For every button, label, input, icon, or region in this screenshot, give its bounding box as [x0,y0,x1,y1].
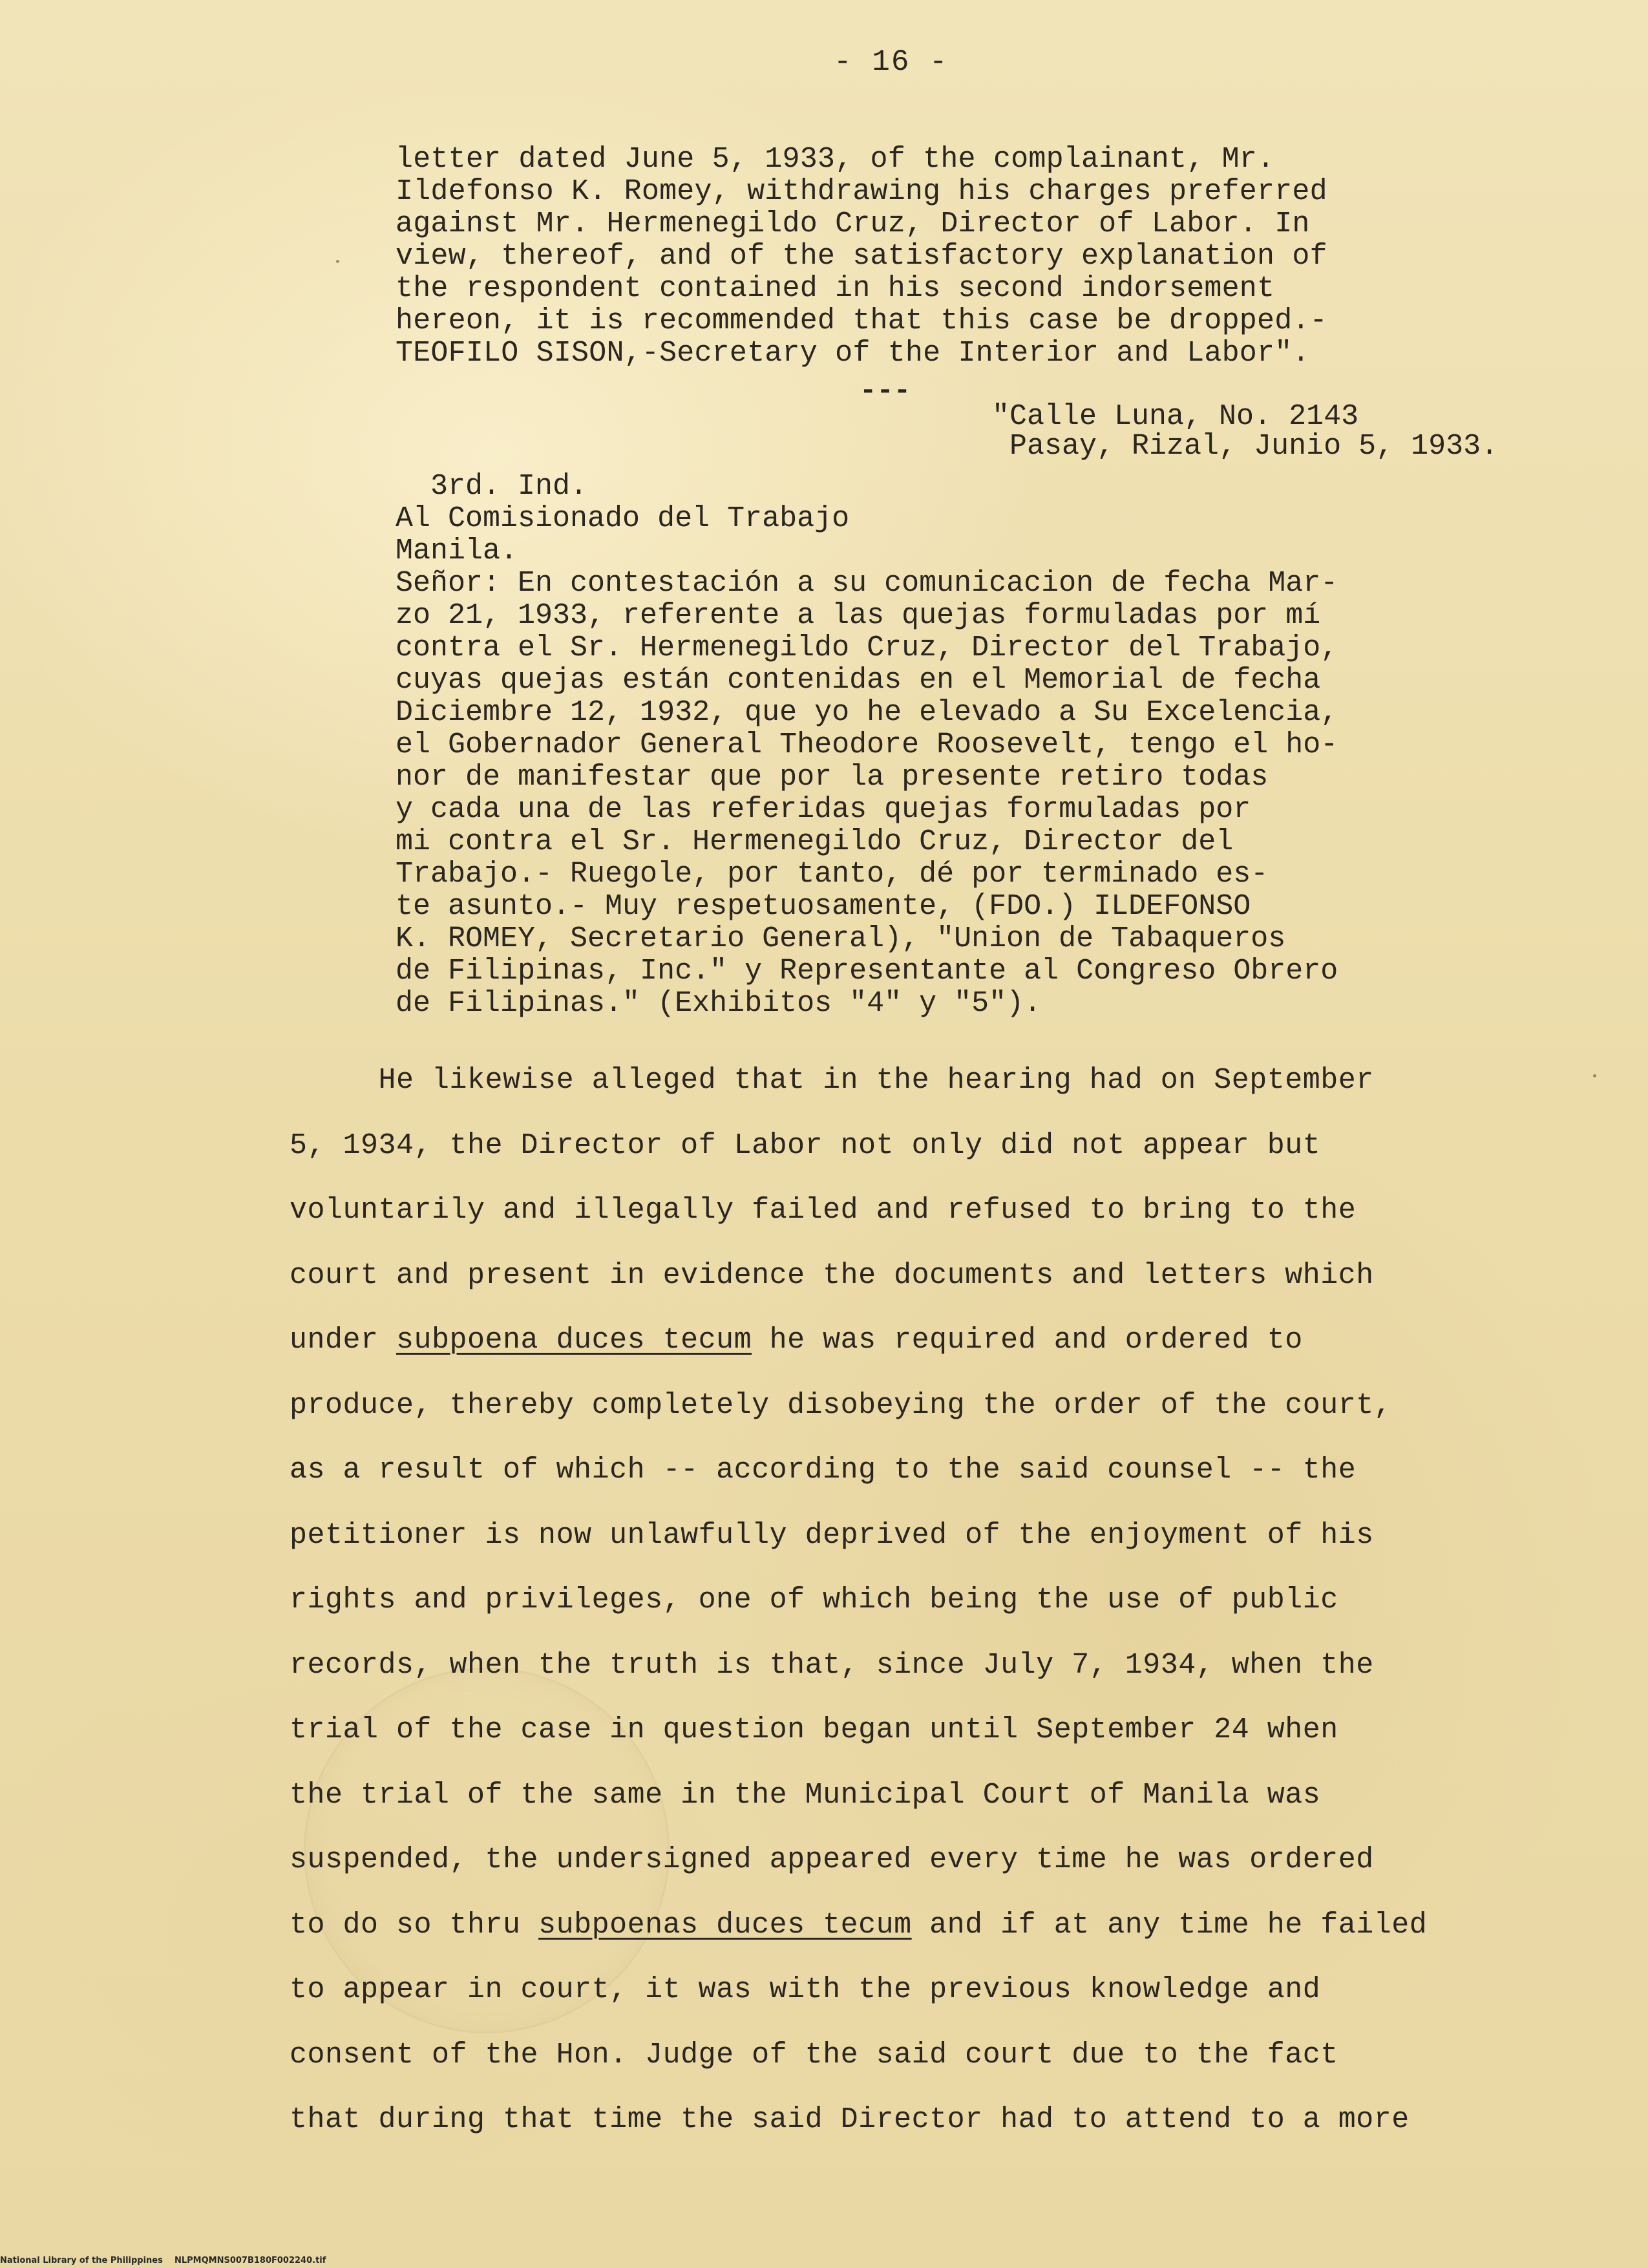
text-line: 3rd. Ind. [396,470,588,503]
separator: --- [860,375,911,407]
text-line: Al Comisionado del Trabajo [396,502,850,535]
text-line: against Mr. Hermenegildo Cruz, Director of Labor. In [396,207,1310,240]
text-line: to appear in court, it was with the previous knowledge and [290,1973,1321,2006]
underlined-term: subpoenas duces tecum [538,1908,912,1942]
text-segment: he was required and ordered to [752,1324,1303,1357]
text-line: view, thereof, and of the satisfactory explanation of [396,240,1327,273]
text-line: letter dated June 5, 1933, of the complainant, Mr. [396,143,1275,176]
text-line: the respondent contained in his second indorsement [396,272,1275,305]
text-line: as a result of which -- according to the said counsel -- the [290,1454,1357,1487]
text-line: te asunto.- Muy respetuosamente, (FDO.) ILDEFONSO [396,890,1251,923]
text-line: produce, thereby completely disobeying the order of the court, [290,1388,1392,1422]
text-line: hereon, it is recommended that this case be dropped.- [396,304,1327,337]
text-line: cuyas quejas están contenidas en el Memorial de fecha [396,664,1321,697]
text-line: zo 21, 1933, referente a las quejas formuladas por mí [396,599,1321,632]
address-block [992,402,1498,461]
text-line: TEOFILO SISON,-Secretary of the Interior and Labor". [396,337,1310,370]
text-line: K. ROMEY, Secretario General), "Union de Tabaqueros [396,922,1286,955]
text-line: de Filipinas, Inc." y Representante al Congreso Obrero [396,955,1338,988]
text-line: Manila. [396,535,518,567]
quoted-paragraph [396,143,1327,370]
text-line: suspended, the undersigned appeared every time he was ordered [290,1843,1374,1876]
text-line: Pasay, Rizal, Junio 5, 1933. [992,430,1499,463]
text-line: petitioner is now unlawfully deprived of the enjoyment of his [290,1518,1374,1552]
text-line: consent of the Hon. Judge of the said court due to the fact [290,2038,1338,2072]
text-line: "Calle Luna, No. 2143 [992,400,1359,433]
text-line [290,1308,1427,1373]
text-line: contra el Sr. Hermenegildo Cruz, Director del Trabajo, [396,631,1338,664]
text-line: Señor: En contestación a su comunicacion de fecha Mar- [396,567,1338,600]
text-line: nor de manifestar que por la presente retiro todas [396,761,1269,794]
text-line: that during that time the said Director had to attend to a more [290,2103,1410,2136]
page-number: - 16 - [834,45,949,79]
text-line: 5, 1934, the Director of Labor not only did not appear but [290,1129,1321,1162]
text-line: el Gobernador General Theodore Roosevelt, tengo el ho- [396,728,1338,761]
text-line: rights and privileges, one of which being the use of public [290,1584,1338,1616]
text-line: de Filipinas." (Exhibitos "4" y "5"). [396,987,1042,1020]
text-line: Diciembre 12, 1932, que yo he elevado a Su Excelencia, [396,696,1338,729]
text-line: voluntarily and illegally failed and refused to bring to the [290,1194,1357,1227]
body-text [290,1048,1427,2153]
text-line: court and present in evidence the documents and letters which [290,1258,1374,1292]
paper-speck [336,260,339,263]
text-line: the trial of the same in the Municipal Court of Manila was [290,1778,1321,1812]
text-segment: under [290,1324,397,1357]
underlined-term: subpoena duces tecum [396,1324,752,1357]
text-segment: to do so thru [290,1908,539,1942]
text-line: Trabajo.- Ruegole, por tanto, dé por terminado es- [396,858,1269,891]
text-line: Ildefonso K. Romey, withdrawing his charges preferred [396,175,1327,208]
text-line [290,1893,1427,1958]
text-line: y cada una de las referidas quejas formuladas por [396,793,1251,826]
archive-footer: National Library of the Philippines NLPMQMNS007B180F002240.tif [0,2256,326,2265]
text-line: He likewise alleged that in the hearing had on September [290,1064,1374,1097]
text-line: mi contra el Sr. Hermenegildo Cruz, Director del [396,825,1234,858]
paper-speck [1593,1074,1596,1077]
text-line: trial of the case in question began until September 24 when [290,1713,1338,1746]
text-segment: and if at any time he failed [911,1908,1428,1942]
indorsement-letter [396,471,1338,1020]
text-line: records, when the truth is that, since July 7, 1934, when the [290,1648,1374,1682]
